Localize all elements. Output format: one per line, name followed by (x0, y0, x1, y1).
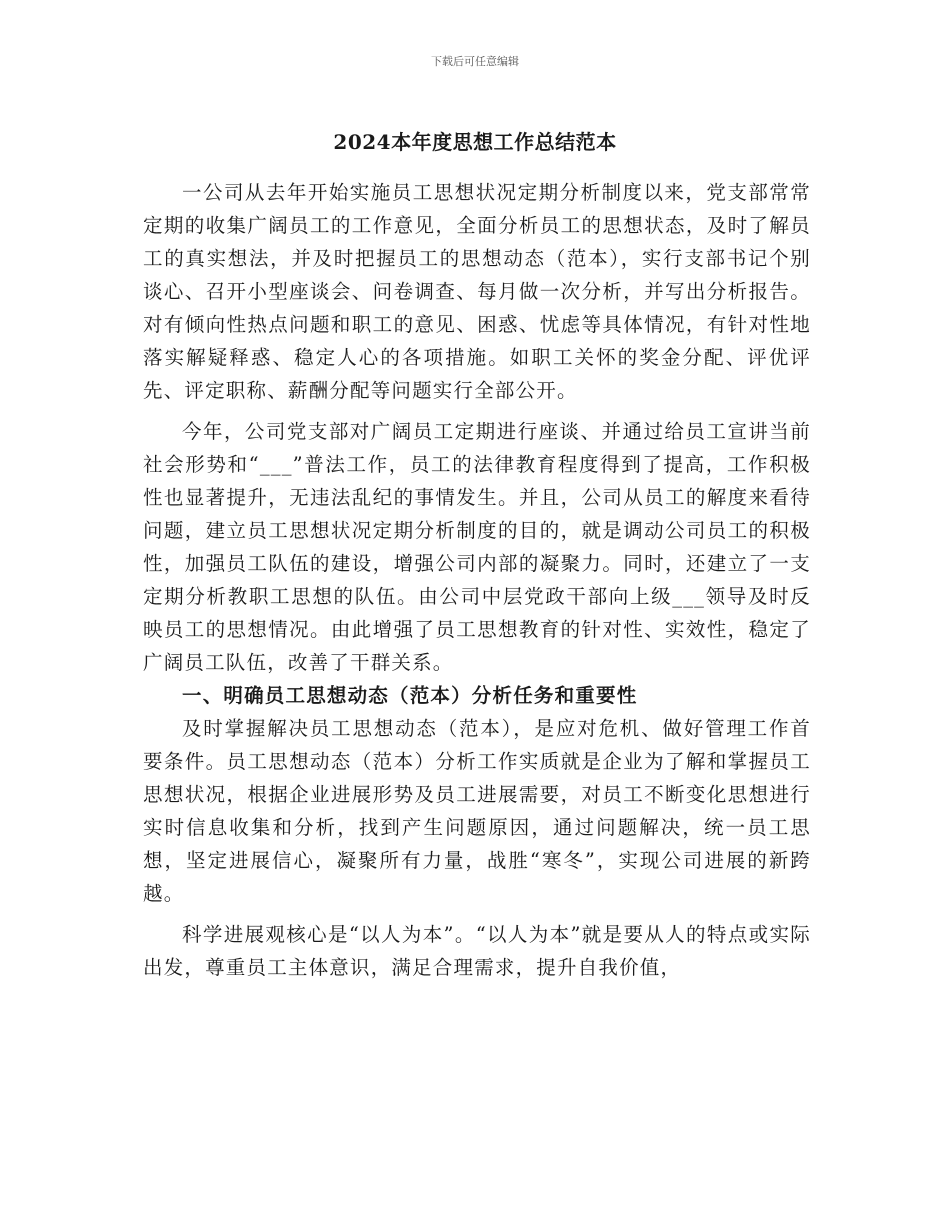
section1-paragraph-1: 及时掌握解决员工思想动态（范本），是应对危机、做好管理工作首要条件。员工思想动态（范本）分析工作实质就是企业为了解和掌握员工思想状况，根据企业进展形势及员工进展需要，对员工不断变化思想进行实时信息收集和分析，找到产生问题原因，通过问题解决，统一员工思想，坚定进展信心，凝聚所有力量，战胜“寒冬”，实现公司进展的新跨越。 (143, 717, 811, 905)
section-heading-1: 一、明确员工思想动态（范本）分析任务和重要性 (182, 684, 638, 707)
paragraph-2: 今年，公司党支部对广阔员工定期进行座谈、并通过给员工宣讲当前社会形势和“___”普法工作，员工的法律教育程度得到了提高，工作积极性也显著提升，无违法乱纪的事情发生。并且，公司从员工的解度来看待问题，建立员工思想状况定期分析制度的目的，就是调动公司员工的积极性，加强员工队伍的建设，增强公司内部的凝聚力。同时，还建立了一支定期分析教职工思想的队伍。由公司中层党政干部向上级___领导及时反映员工的思想情况。由此增强了员工思想教育的针对性、实效性，稳定了广阔员工队伍，改善了干群关系。 (143, 420, 811, 674)
header-note: 下载后可任意编辑 (431, 55, 519, 68)
document-title: 2024本年度思想工作总结范本 (333, 130, 617, 154)
paragraph-1: 一公司从去年开始实施员工思想状况定期分析制度以来，党支部常常定期的收集广阔员工的工作意见，全面分析员工的思想状态，及时了解员工的真实想法，并及时把握员工的思想动态（范本），实行支部书记个别谈心、召开小型座谈会、问卷调查、每月做一次分析，并写出分析报告。对有倾向性热点问题和职工的意见、困惑、忧虑等具体情况，有针对性地落实解疑释惑、稳定人心的各项措施。如职工关怀的奖金分配、评优评先、评定职称、薪酬分配等问题实行全部公开。 (143, 181, 811, 402)
section1-paragraph-2: 科学进展观核心是“以人为本”。“以人为本”就是要从人的特点或实际出发，尊重员工主体意识，满足合理需求，提升自我价值， (143, 923, 811, 979)
document-body (143, 176, 811, 984)
